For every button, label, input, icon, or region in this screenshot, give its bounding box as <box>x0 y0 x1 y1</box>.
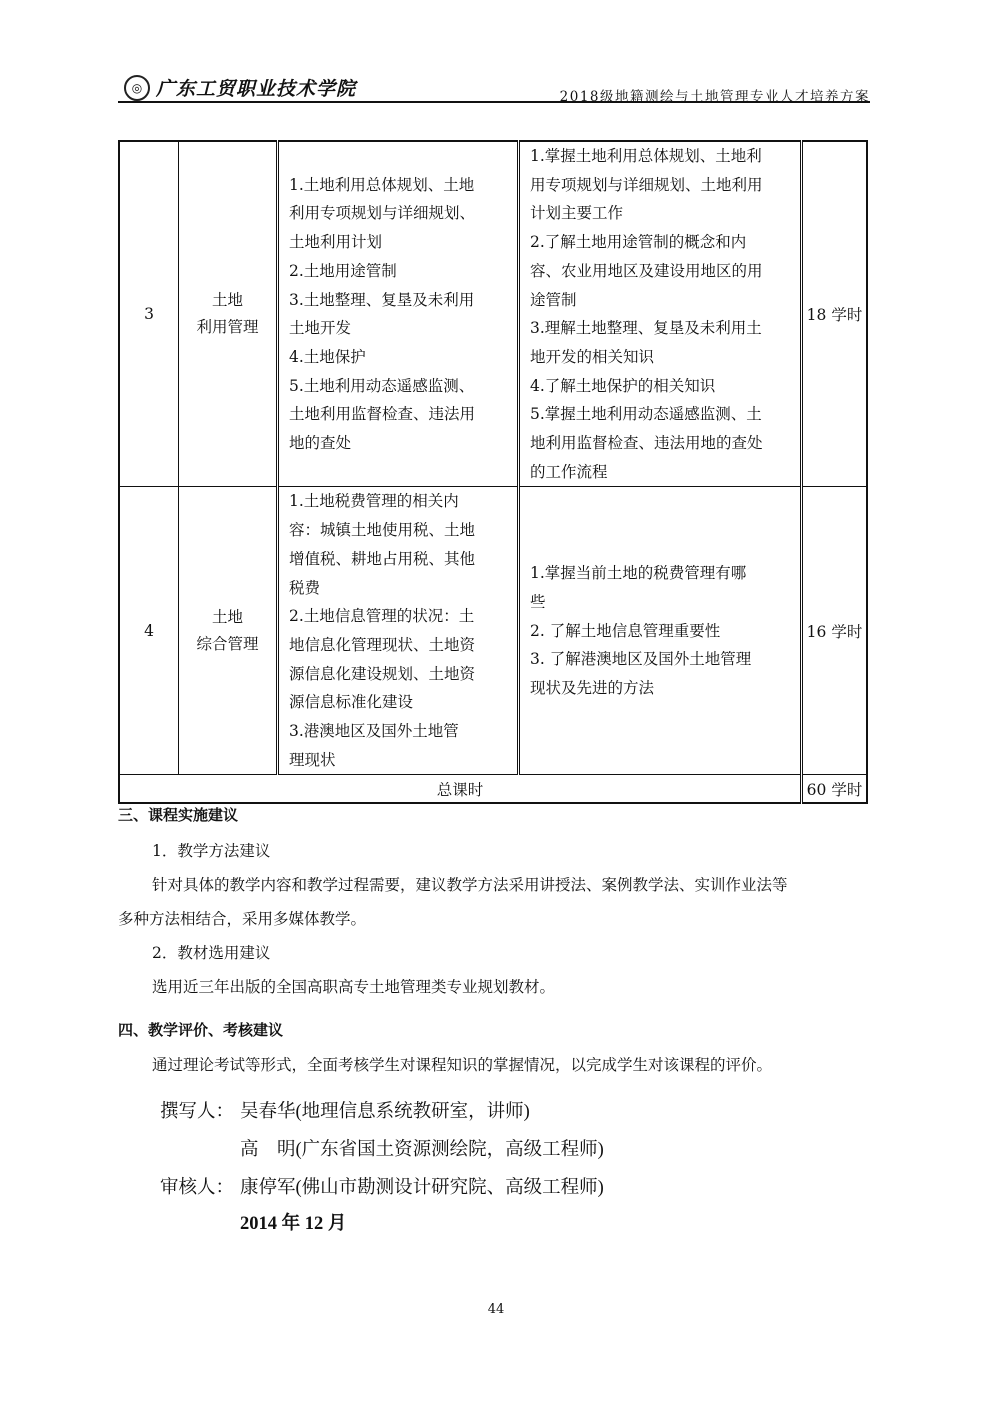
content-line: 3.港澳地区及国外土地管 <box>289 722 459 741</box>
requirement-line: 的工作流程 <box>530 462 608 481</box>
content-line: 增值税、耕地占用税、其他 <box>289 549 476 568</box>
content-line: 地的查处 <box>289 434 352 453</box>
section3-sub2: 2．教材选用建议 <box>152 944 271 962</box>
requirement-line: 地利用监督检查、违法用地的查处 <box>530 434 763 453</box>
table-row <box>119 141 867 487</box>
requirement-line: 地开发的相关知识 <box>530 347 655 366</box>
requirement-line: 途管制 <box>530 290 577 309</box>
requirement-line: 些 <box>530 592 546 611</box>
section3-para1-line2: 多种方法相结合，采用多媒体教学。 <box>118 910 367 928</box>
requirement-line: 3. 了解港澳地区及国外土地管理 <box>530 650 752 669</box>
page-header <box>118 68 870 104</box>
school-logo <box>124 74 356 101</box>
content-line: 利用专项规划与详细规划、 <box>289 204 476 223</box>
row-number: 3 <box>119 141 179 487</box>
module-name <box>179 487 278 775</box>
header-rule <box>118 101 870 103</box>
writer-1: 吴春华(地理信息系统教研室，讲师) <box>240 1102 530 1122</box>
module-hours: 16 学时 <box>802 487 868 775</box>
section4-para: 通过理论考试等形式，全面考核学生对课程知识的掌握情况，以完成学生对该课程的评价。 <box>152 1056 773 1074</box>
module-name-line: 利用管理 <box>196 318 259 337</box>
module-name <box>179 141 278 487</box>
content-line: 4.土地保护 <box>289 347 366 366</box>
school-seal-icon: ◎ <box>124 75 150 101</box>
requirement-line: 1.掌握土地利用总体规划、土地利 <box>530 147 762 165</box>
page-number: 44 <box>487 1302 505 1317</box>
content-line: 2.土地信息管理的状况：土 <box>289 607 475 626</box>
section3-para1-line1: 针对具体的教学内容和教学过程需要，建议教学方法采用讲授法、案例教学法、实训作业法等 <box>152 876 788 894</box>
content-line: 土地利用监督检查、违法用 <box>289 405 476 424</box>
content-line: 源信息标准化建设 <box>289 693 414 712</box>
requirement-line: 4.了解土地保护的相关知识 <box>530 376 716 395</box>
document-title: 2018级地籍测绘与土地管理专业人才培养方案 <box>559 89 870 105</box>
writer-label: 撰写人： <box>160 1102 235 1122</box>
module-name-line: 综合管理 <box>196 634 259 653</box>
section4-heading: 四、教学评价、考核建议 <box>118 1021 284 1039</box>
module-content <box>278 487 519 775</box>
content-line: 源信息化建设规划、土地资 <box>289 664 476 683</box>
writer-2: 高 明(广东省国土资源测绘院，高级工程师) <box>240 1140 604 1160</box>
requirement-line: 5.掌握土地利用动态遥感监测、土 <box>530 405 762 424</box>
requirement-line: 用专项规划与详细规划、土地利用 <box>530 175 763 194</box>
content-line: 5.土地利用动态遥感监测、 <box>289 376 475 395</box>
module-requirements <box>519 141 802 487</box>
sign-date: 2014 年 12 月 <box>240 1214 347 1234</box>
requirement-line: 1.掌握当前土地的税费管理有哪 <box>530 564 747 583</box>
content-line: 3.土地整理、复垦及未利用 <box>289 290 475 309</box>
content-line: 2.土地用途管制 <box>289 261 397 280</box>
content-line: 土地利用计划 <box>289 233 383 252</box>
content-line: 1.土地利用总体规划、土地 <box>289 175 475 194</box>
section3-sub1: 1．教学方法建议 <box>152 842 271 860</box>
section3-para2: 选用近三年出版的全国高职高专土地管理类专业规划教材。 <box>152 978 556 996</box>
school-name: 广东工贸职业技术学院 <box>156 78 357 100</box>
requirement-line: 2.了解土地用途管制的概念和内 <box>530 233 747 252</box>
total-row <box>119 775 867 804</box>
content-line: 地信息化管理现状、土地资 <box>289 635 476 654</box>
content-line: 理现状 <box>289 750 336 769</box>
total-hours: 60 学时 <box>802 775 868 804</box>
content-line: 容：城镇土地使用税、土地 <box>289 521 476 540</box>
total-label: 总课时 <box>119 775 802 804</box>
module-requirements <box>519 487 802 775</box>
module-content <box>278 141 519 487</box>
requirement-line: 容、农业用地区及建设用地区的用 <box>530 261 763 280</box>
module-name-line: 土地 <box>211 607 243 626</box>
reviewer-label: 审核人： <box>160 1178 235 1198</box>
requirement-line: 现状及先进的方法 <box>530 679 655 697</box>
content-line: 土地开发 <box>289 319 352 338</box>
row-number: 4 <box>119 487 179 775</box>
table-row <box>119 487 867 775</box>
module-hours: 18 学时 <box>802 141 868 487</box>
requirement-line: 2. 了解土地信息管理重要性 <box>530 621 721 640</box>
module-name-line: 土地 <box>211 291 243 310</box>
reviewer: 康停军(佛山市勘测设计研究院、高级工程师) <box>240 1178 604 1198</box>
requirement-line: 3.理解土地整理、复垦及未利用土 <box>530 319 762 338</box>
content-line: 税费 <box>289 578 321 597</box>
requirement-line: 计划主要工作 <box>530 204 624 223</box>
section3-heading: 三、课程实施建议 <box>118 806 239 824</box>
course-table <box>118 140 868 804</box>
content-line: 1.土地税费管理的相关内 <box>289 492 459 511</box>
